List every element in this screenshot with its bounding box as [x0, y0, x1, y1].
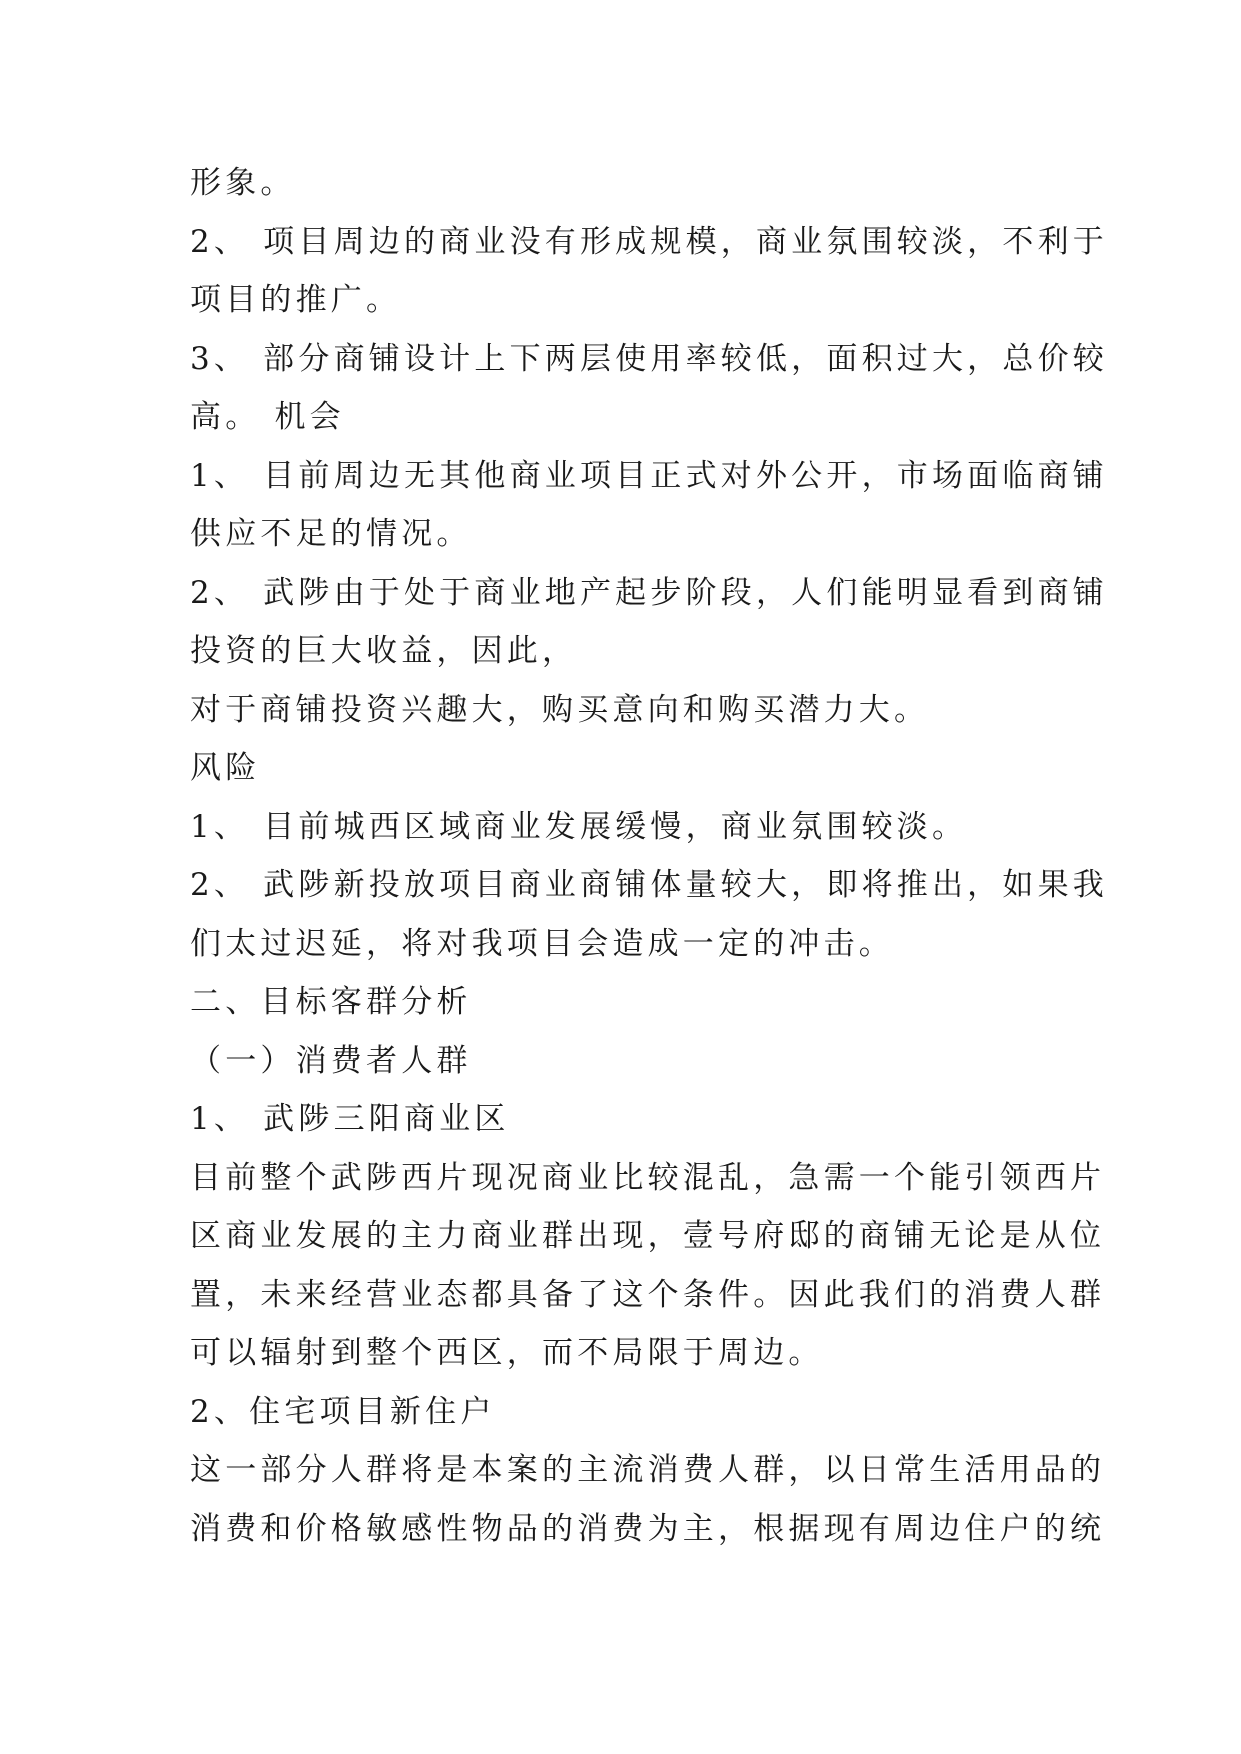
text-line: 区商业发展的主力商业群出现，壹号府邸的商铺无论是从位	[190, 1218, 1106, 1254]
subsection-heading-consumers: （一）消费者人群	[190, 1042, 472, 1079]
text-line: 2、住宅项目新住户	[190, 1393, 496, 1430]
section-heading-risk: 风险	[190, 750, 261, 786]
text-line: 这一部分人群将是本案的主流消费人群，以日常生活用品的	[190, 1452, 1106, 1488]
text-line: 2、 项目周边的商业没有形成规模，商业氛围较淡，不利于	[190, 223, 1108, 260]
text-line: 3、 部分商铺设计上下两层使用率较低，面积过大，总价较	[190, 340, 1108, 377]
text-line: 目前整个武陟西片现况商业比较混乱，急需一个能引领西片	[190, 1159, 1106, 1196]
text-line: 们太过迟延，将对我项目会造成一定的冲击。	[190, 925, 894, 962]
text-line: 2、 武陟由于处于商业地产起步阶段，人们能明显看到商铺	[190, 574, 1108, 611]
section-heading-target-customers: 二、目标客群分析	[190, 984, 472, 1020]
text-line: 供应不足的情况。	[190, 516, 472, 552]
text-line: 2、 武陟新投放项目商业商铺体量较大，即将推出，如果我	[190, 867, 1108, 903]
text-line: 高。 机会	[190, 399, 345, 435]
document-body	[190, 154, 1108, 1558]
text-line: 项目的推广。	[190, 282, 402, 318]
text-line: 消费和价格敏感性物品的消费为主，根据现有周边住户的统	[190, 1510, 1106, 1547]
text-line: 1、 目前周边无其他商业项目正式对外公开，市场面临商铺	[190, 457, 1108, 494]
text-line: 1、 武陟三阳商业区	[190, 1101, 510, 1137]
text-line: 可以辐射到整个西区，而不局限于周边。	[190, 1335, 824, 1371]
text-line: 投资的巨大收益，因此，	[190, 633, 578, 669]
text-line: 对于商铺投资兴趣大，购买意向和购买潜力大。	[190, 691, 930, 728]
text-line: 置，未来经营业态都具备了这个条件。因此我们的消费人群	[190, 1276, 1106, 1313]
text-line: 1、 目前城西区域商业发展缓慢，商业氛围较淡。	[190, 808, 968, 845]
text-line: 形象。	[190, 165, 296, 201]
